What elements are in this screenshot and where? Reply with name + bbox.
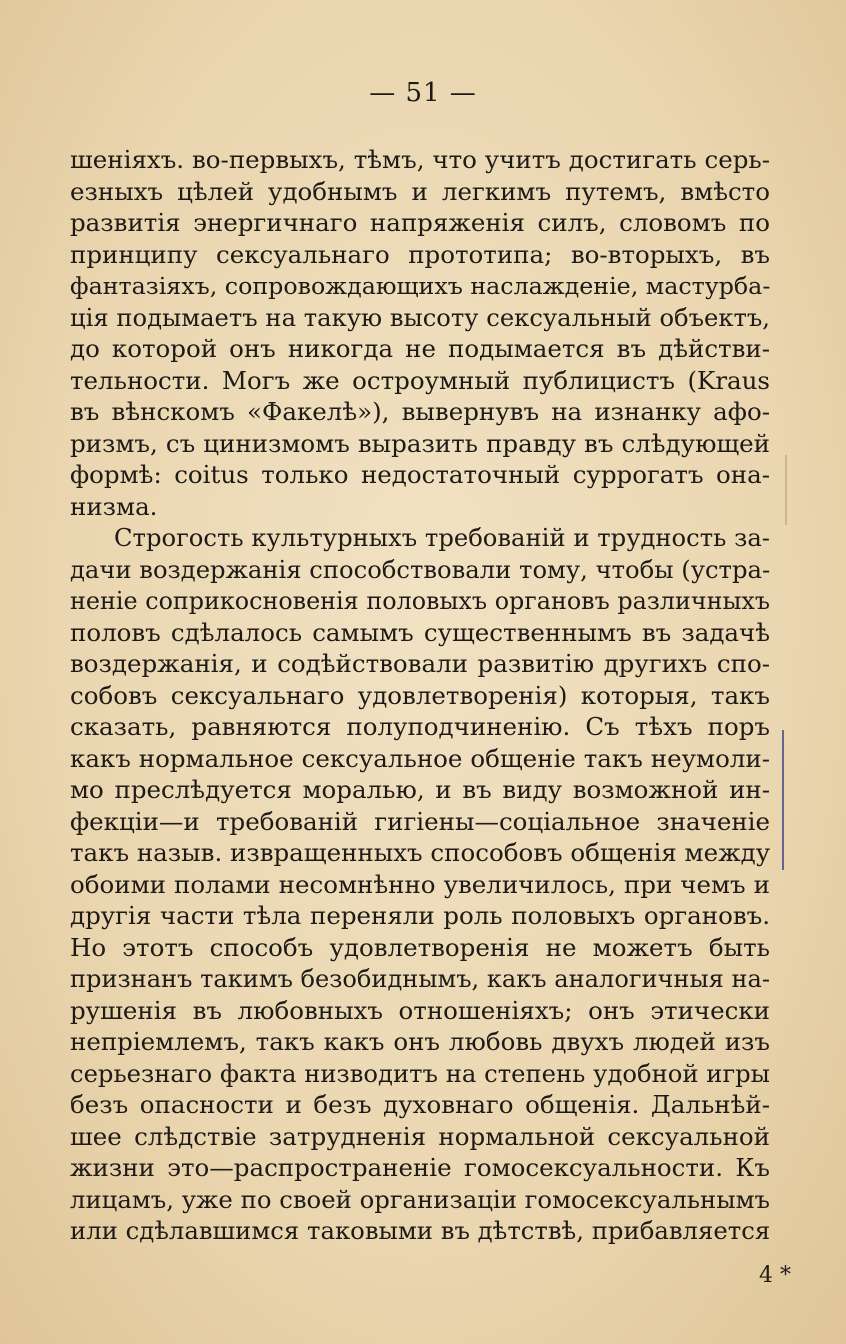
text-line: фекціи—и требованій гигіены—соціальное значеніе <box>70 806 770 836</box>
text-line: половъ сдѣлалось самымъ существеннымъ въ задачѣ <box>70 617 770 647</box>
signature-mark: 4 * <box>759 1263 791 1288</box>
text-line: безъ опасности и безъ духовнаго общенія. Дальнѣй- <box>70 1090 770 1119</box>
text-line: рушенія въ любовныхъ отношеніяхъ; онъ этически <box>70 995 770 1025</box>
text-line: мо преслѣдуется моралью, и въ виду возможной ин- <box>70 775 770 804</box>
text-line: воздержанія, и содѣйствовали развитію другихъ спо- <box>70 649 770 678</box>
text-line: ція подымаетъ на такую высоту сексуальный объектъ, <box>70 303 770 332</box>
text-line: шее слѣдствіе затрудненія нормальной сексуальной <box>70 1121 770 1151</box>
text-line: до которой онъ никогда не подымается въ дѣйстви- <box>70 334 770 363</box>
text-line: развитія энергичнаго напряженія силъ, словомъ по <box>70 208 770 237</box>
text-line: непріемлемъ, такъ какъ онъ любовь двухъ людей изъ <box>70 1027 770 1056</box>
text-line: лицамъ, уже по своей организаціи гомосексуальнымъ <box>70 1184 770 1214</box>
text-line: обоими полами несомнѣнно увеличилось, при чемъ и <box>70 869 770 899</box>
text-line: собовъ сексуальнаго удовлетворенія) которыя, такъ <box>70 680 770 710</box>
text-line: сказать, равняются полуподчиненію. Съ тѣхъ поръ <box>70 712 770 741</box>
text-line: езныхъ цѣлей удобнымъ и легкимъ путемъ, вмѣсто <box>70 176 770 206</box>
text-line: Но этотъ способъ удовлетворенія не можетъ быть <box>70 932 770 962</box>
text-line: Строгость культурныхъ требованій и трудность за- <box>114 523 770 552</box>
text-line: шеніяхъ. во-первыхъ, тѣмъ, что учитъ достигать серь- <box>70 145 770 174</box>
text-line: или сдѣлавшимся таковыми въ дѣтствѣ, прибавляется <box>70 1216 771 1245</box>
margin-pencil-mark <box>785 455 787 525</box>
text-line: фантазіяхъ, сопровождающихъ наслажденіе, мастурба- <box>70 272 771 300</box>
margin-ink-mark <box>782 730 784 870</box>
text-line: низма. <box>70 491 158 521</box>
text-line: формѣ: coitus только недостаточный суррогатъ она- <box>70 460 770 489</box>
text-line: дачи воздержанія способствовали тому, чтобы (устра- <box>70 554 771 584</box>
text-line: жизни это—распространеніе гомосексуальности. Къ <box>70 1153 770 1182</box>
text-line: серьезнаго факта низводитъ на степень удобной игры <box>70 1058 770 1088</box>
text-line: такъ назыв. извращенныхъ способовъ общенія между <box>70 838 771 867</box>
text-line: въ вѣнскомъ «Факелѣ»), вывернувъ на изнанку афо- <box>70 397 770 426</box>
text-line: ризмъ, съ цинизмомъ выразить правду въ слѣдующей <box>70 428 770 458</box>
text-line: признанъ такимъ безобиднымъ, какъ аналогичныя на- <box>70 965 771 993</box>
text-line: тельности. Могъ же остроумный публицистъ (Kraus <box>70 365 770 395</box>
text-line: какъ нормальное сексуальное общеніе такъ неумоли- <box>70 743 770 773</box>
text-line: другія части тѣла переняли роль половыхъ органовъ. <box>70 901 770 930</box>
page-number: — 51 — <box>369 78 477 108</box>
text-line: принципу сексуальнаго прототипа; во-вторыхъ, въ <box>70 239 770 269</box>
text-line: неніе соприкосновенія половыхъ органовъ различныхъ <box>70 587 770 615</box>
